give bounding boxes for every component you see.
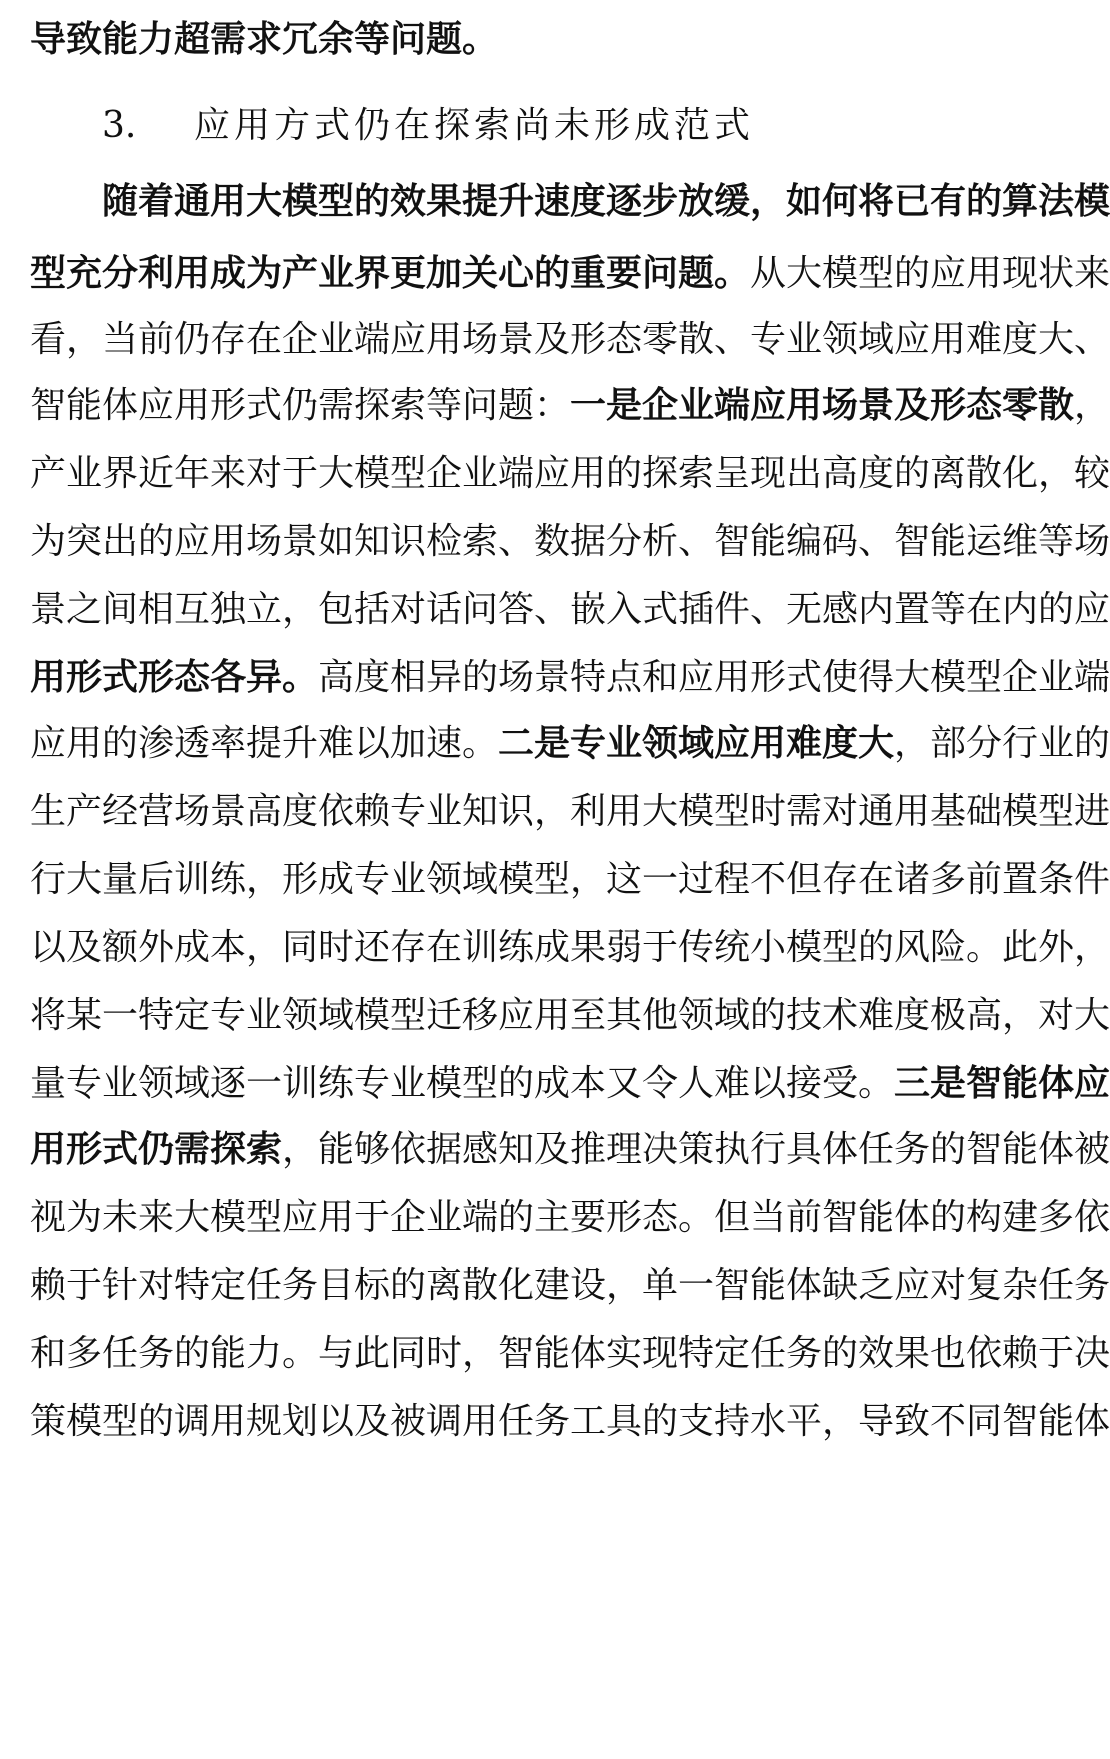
text-line <box>30 858 1110 906</box>
text-run: ，能够依据感知及推理决策执行具体任务的智能体被 <box>282 1129 1110 1170</box>
text-line <box>30 452 1110 500</box>
text-line <box>30 1332 1110 1380</box>
text-line <box>30 588 1110 636</box>
text-line <box>30 722 1110 770</box>
text-line <box>102 180 1110 228</box>
text-line <box>30 656 1110 704</box>
section-title: 应用方式仍在探索尚未形成范式 <box>194 105 755 146</box>
text-run: 生产经营场景高度依赖专业知识，利用大模型时需对通用基础模型进 <box>30 791 1110 832</box>
text-line <box>30 318 1110 366</box>
bold-text-run: 型充分利用成为产业界更加关心的重要问题。 <box>30 253 751 294</box>
text-run: 产业界近年来对于大模型企业端应用的探索呈现出高度的离散化，较 <box>30 453 1110 494</box>
text-line <box>30 18 1050 66</box>
text-run: 赖于针对特定任务目标的离散化建设，单一智能体缺乏应对复杂任务 <box>30 1265 1110 1306</box>
text-run: 以及额外成本，同时还存在训练成果弱于传统小模型的风险。此外， <box>30 927 1110 968</box>
text-run: 将某一特定专业领域模型迁移应用至其他领域的技术难度极高，对大 <box>30 995 1110 1036</box>
text-line <box>30 1196 1110 1244</box>
text-run: 从大模型的应用现状来 <box>750 253 1110 294</box>
text-run: 策模型的调用规划以及被调用任务工具的支持水平，导致不同智能体 <box>30 1401 1110 1442</box>
text-run: 应用的渗透率提升难以加速。 <box>30 723 499 764</box>
text-line <box>30 1062 1110 1110</box>
text-line <box>30 384 1110 432</box>
text-run: 高度相异的场景特点和应用形式使得大模型企业端 <box>318 657 1110 698</box>
text-line <box>30 520 1110 568</box>
text-line <box>30 994 1110 1042</box>
text-run: 和多任务的能力。与此同时，智能体实现特定任务的效果也依赖于决 <box>30 1333 1110 1374</box>
bold-text-run: 一是企业端应用场景及形态零散 <box>570 385 1075 426</box>
bold-text-run: 用形式形态各异。 <box>30 657 319 698</box>
bold-text-run: 导致能力超需求冗余等问题。 <box>30 19 499 60</box>
text-run: 量专业领域逐一训练专业模型的成本又令人难以接受。 <box>30 1063 895 1104</box>
text-run: 景之间相互独立，包括对话问答、嵌入式插件、无感内置等在内的应 <box>30 589 1110 630</box>
text-run: 智能体应用形式仍需探索等问题： <box>30 385 571 426</box>
bold-text-run: 随着通用大模型的效果提升速度逐步放缓，如何将已有的算法模 <box>102 181 1110 222</box>
text-line <box>30 1264 1110 1312</box>
bold-text-run: 三是智能体应 <box>894 1063 1110 1104</box>
text-line <box>30 1400 1110 1448</box>
bold-text-run: 用形式仍需探索 <box>30 1129 283 1170</box>
text-run: 视为未来大模型应用于企业端的主要形态。但当前智能体的构建多依 <box>30 1197 1110 1238</box>
section-number: 3. <box>102 105 137 146</box>
text-run: 看，当前仍存在企业端应用场景及形态零散、专业领域应用难度大、 <box>30 319 1110 360</box>
text-line <box>30 1128 1110 1176</box>
text-run: ， <box>1074 385 1110 426</box>
text-line <box>30 926 1110 974</box>
bold-text-run: 二是专业领域应用难度大 <box>498 723 895 764</box>
text-run: ，部分行业的 <box>894 723 1110 764</box>
text-run: 行大量后训练，形成专业领域模型，这一过程不但存在诸多前置条件 <box>30 859 1110 900</box>
text-line <box>30 790 1110 838</box>
section-heading <box>102 104 1050 152</box>
text-line <box>30 252 1110 300</box>
text-run: 为突出的应用场景如知识检索、数据分析、智能编码、智能运维等场 <box>30 521 1110 562</box>
